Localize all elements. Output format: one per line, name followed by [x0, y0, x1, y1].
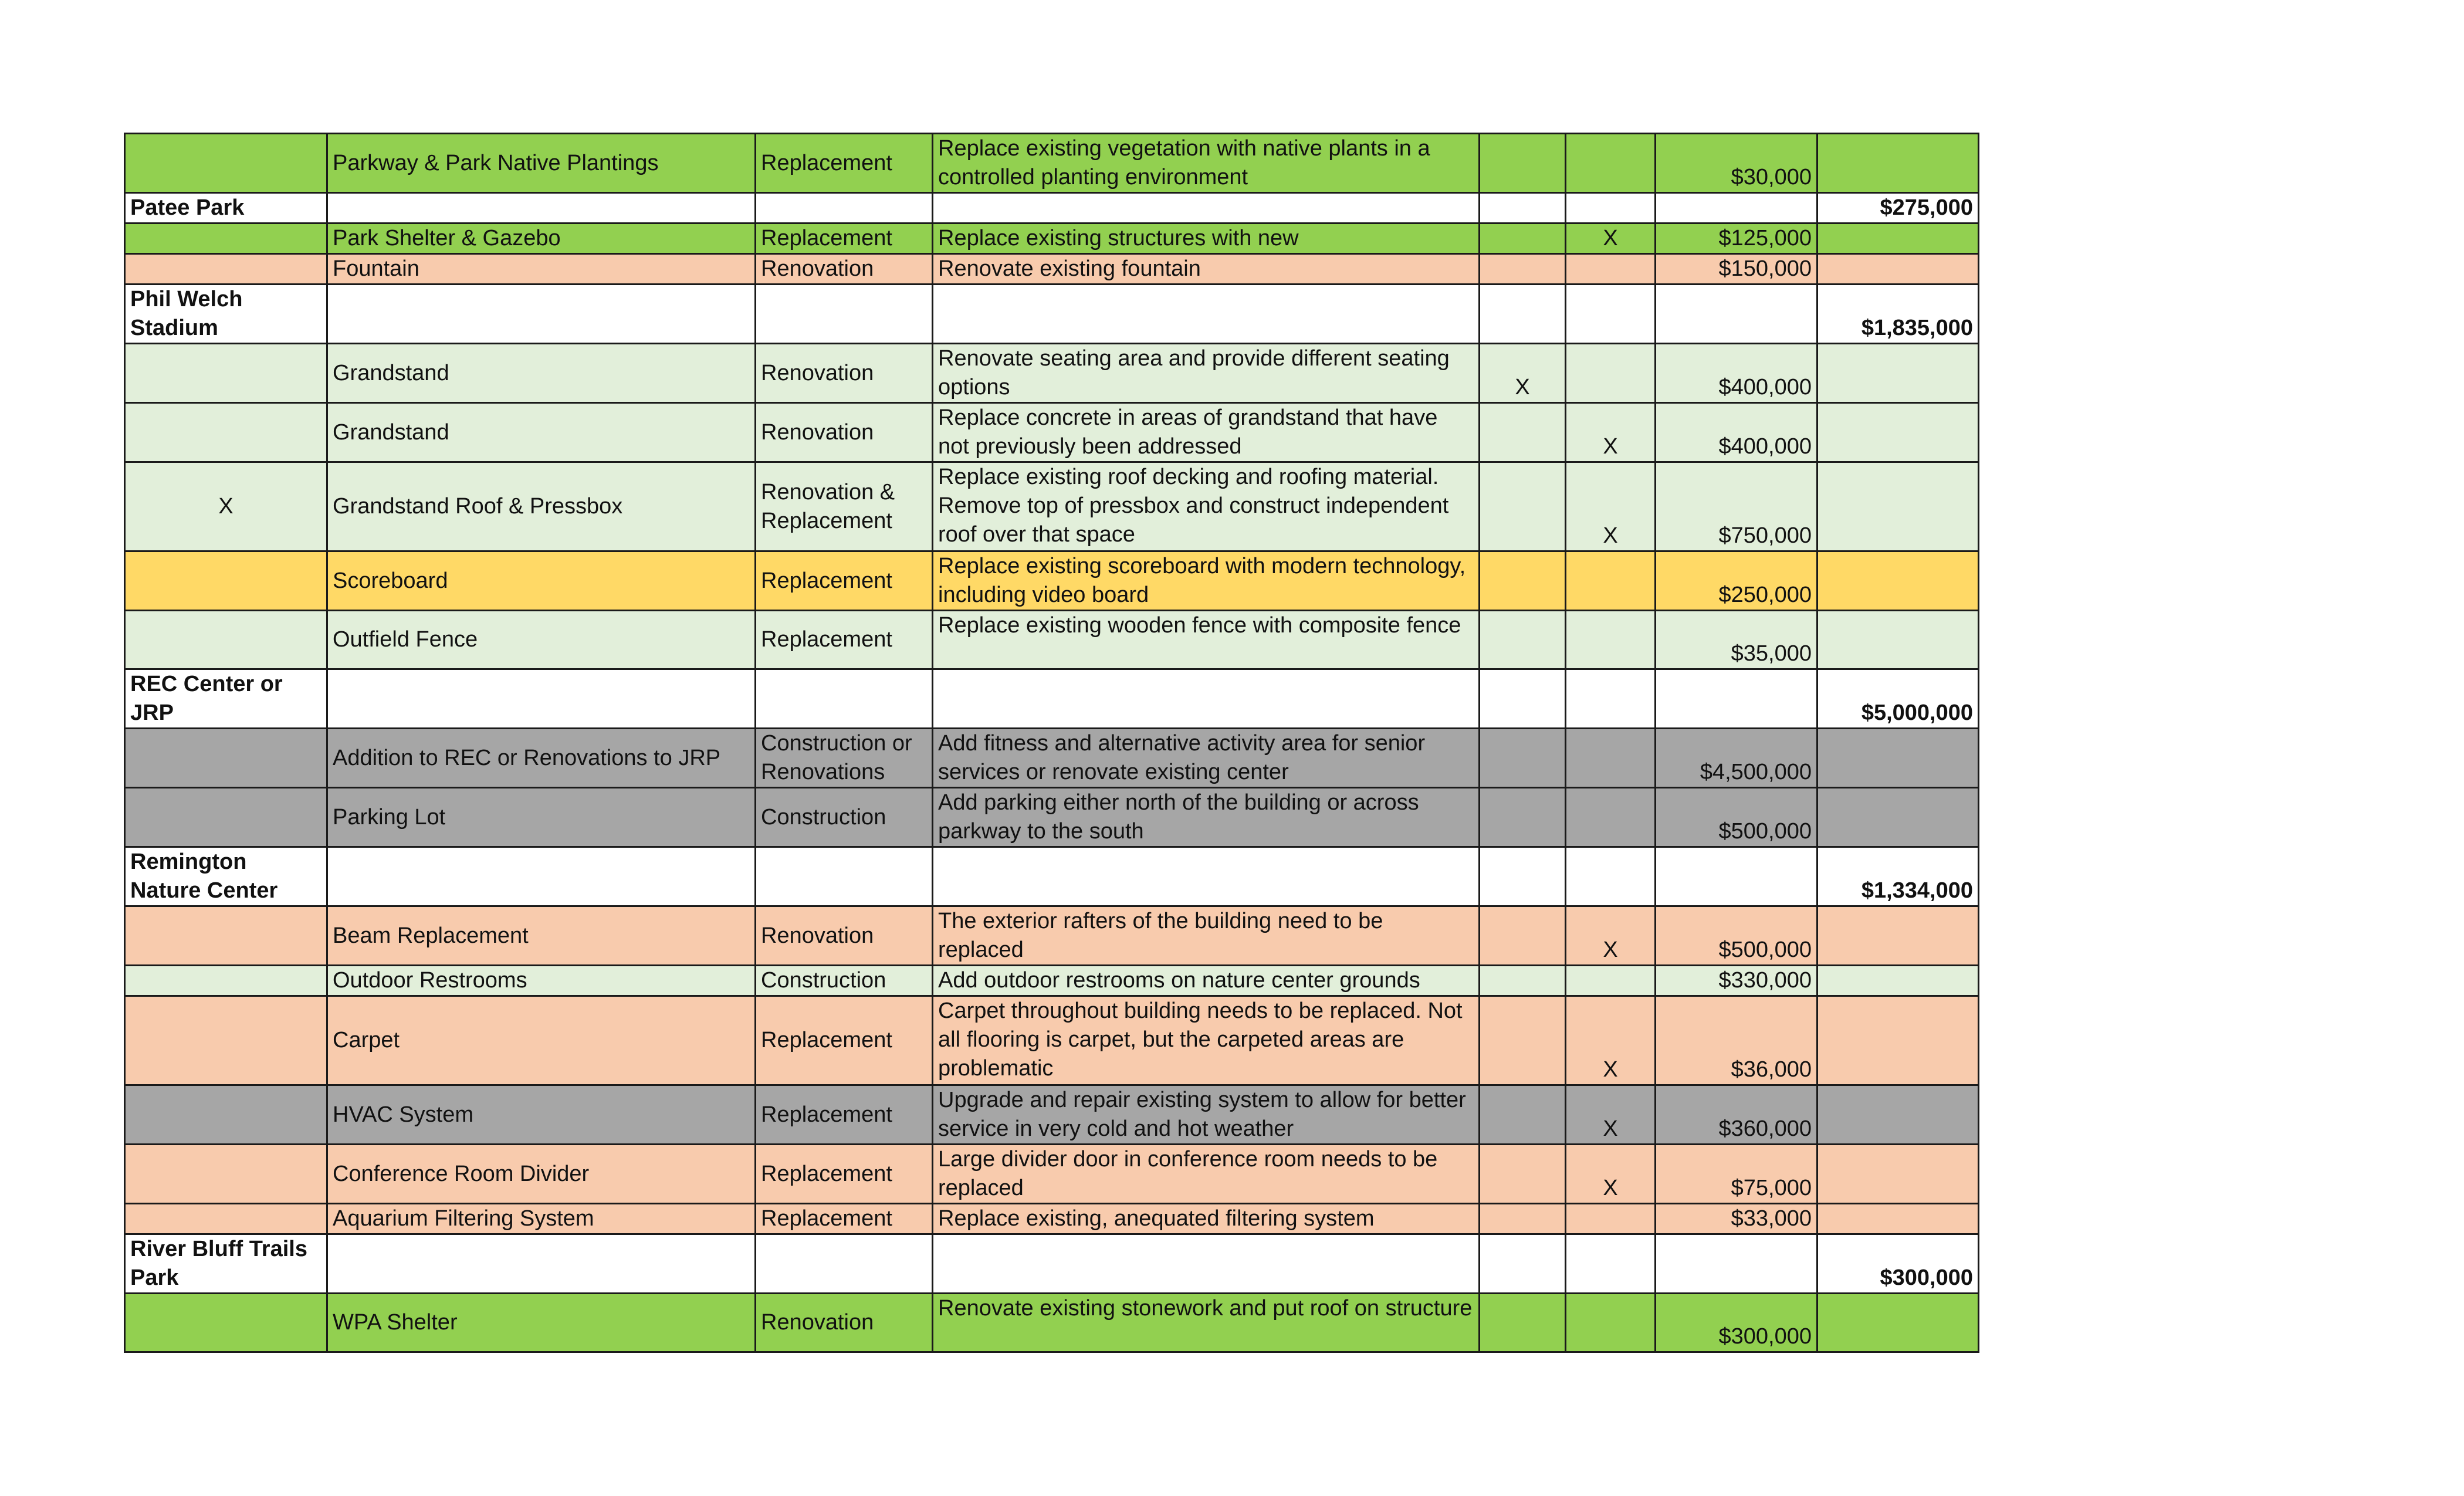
empty-cell	[1480, 193, 1566, 224]
priority-mark-1	[1480, 403, 1566, 462]
empty-cell	[327, 1234, 756, 1294]
project-description: Upgrade and repair existing system to allow for better service in very cold and hot weather	[933, 1085, 1480, 1145]
project-description: Renovate seating area and provide different seating options	[933, 344, 1480, 403]
project-description: Replace existing scoreboard with modern technology, including video board	[933, 551, 1480, 611]
project-name: Outfield Fence	[327, 611, 756, 669]
priority-mark-1	[1480, 224, 1566, 254]
park-name: Patee Park	[125, 193, 327, 224]
project-description: Carpet throughout building needs to be replaced. Not all flooring is carpet, but the carpeted areas are problematic	[933, 996, 1480, 1085]
empty-cell	[1566, 193, 1656, 224]
priority-mark-1	[1480, 134, 1566, 193]
empty-cell	[1817, 403, 1979, 462]
priority-mark-1	[1480, 788, 1566, 847]
empty-cell	[1817, 1204, 1979, 1234]
priority-mark-1	[1480, 906, 1566, 966]
priority-mark-2	[1566, 788, 1656, 847]
priority-mark-1	[1480, 254, 1566, 285]
project-description: Add parking either north of the building or across parkway to the south	[933, 788, 1480, 847]
park-total: $275,000	[1817, 193, 1979, 224]
park-total: $300,000	[1817, 1234, 1979, 1294]
project-name: Aquarium Filtering System	[327, 1204, 756, 1234]
project-action: Renovation	[756, 906, 933, 966]
project-action: Renovation & Replacement	[756, 462, 933, 551]
project-name: Carpet	[327, 996, 756, 1085]
empty-cell	[933, 669, 1480, 729]
empty-cell	[1480, 847, 1566, 906]
project-action: Replacement	[756, 551, 933, 611]
project-name: Park Shelter & Gazebo	[327, 224, 756, 254]
project-description: The exterior rafters of the building need to be replaced	[933, 906, 1480, 966]
empty-cell	[1817, 611, 1979, 669]
lead-mark	[125, 134, 327, 193]
project-cost: $33,000	[1656, 1204, 1817, 1234]
priority-mark-2: X	[1566, 224, 1656, 254]
project-name: Beam Replacement	[327, 906, 756, 966]
project-cost: $360,000	[1656, 1085, 1817, 1145]
priority-mark-2	[1566, 254, 1656, 285]
priority-mark-1	[1480, 551, 1566, 611]
park-header-row	[125, 193, 1979, 224]
lead-mark: X	[125, 462, 327, 551]
empty-cell	[1656, 847, 1817, 906]
lead-mark	[125, 729, 327, 788]
project-row	[125, 134, 1979, 193]
lead-mark	[125, 551, 327, 611]
park-header-row	[125, 847, 1979, 906]
empty-cell	[327, 847, 756, 906]
project-cost: $4,500,000	[1656, 729, 1817, 788]
project-action: Replacement	[756, 224, 933, 254]
empty-cell	[1566, 285, 1656, 344]
priority-mark-2	[1566, 729, 1656, 788]
lead-mark	[125, 403, 327, 462]
lead-mark	[125, 254, 327, 285]
empty-cell	[1817, 996, 1979, 1085]
lead-mark	[125, 1085, 327, 1145]
capital-projects-table	[124, 133, 1979, 1353]
project-cost: $750,000	[1656, 462, 1817, 551]
project-action: Construction	[756, 966, 933, 996]
priority-mark-2	[1566, 134, 1656, 193]
lead-mark	[125, 344, 327, 403]
priority-mark-1	[1480, 1145, 1566, 1204]
project-row	[125, 906, 1979, 966]
project-name: Addition to REC or Renovations to JRP	[327, 729, 756, 788]
project-description: Replace concrete in areas of grandstand that have not previously been addressed	[933, 403, 1480, 462]
project-row	[125, 729, 1979, 788]
project-description: Replace existing, anequated filtering system	[933, 1204, 1480, 1234]
project-action: Renovation	[756, 1294, 933, 1352]
empty-cell	[933, 193, 1480, 224]
project-name: Outdoor Restrooms	[327, 966, 756, 996]
priority-mark-1	[1480, 611, 1566, 669]
project-cost: $250,000	[1656, 551, 1817, 611]
project-cost: $30,000	[1656, 134, 1817, 193]
empty-cell	[1817, 462, 1979, 551]
empty-cell	[1566, 669, 1656, 729]
project-row	[125, 344, 1979, 403]
project-action: Replacement	[756, 134, 933, 193]
project-row	[125, 551, 1979, 611]
empty-cell	[756, 669, 933, 729]
empty-cell	[756, 285, 933, 344]
project-description: Add fitness and alternative activity area for senior services or renovate existing center	[933, 729, 1480, 788]
empty-cell	[756, 193, 933, 224]
priority-mark-2	[1566, 344, 1656, 403]
priority-mark-1	[1480, 996, 1566, 1085]
empty-cell	[1656, 285, 1817, 344]
project-cost: $500,000	[1656, 788, 1817, 847]
park-header-row	[125, 285, 1979, 344]
project-name: Grandstand Roof & Pressbox	[327, 462, 756, 551]
project-name: Conference Room Divider	[327, 1145, 756, 1204]
empty-cell	[933, 847, 1480, 906]
project-row	[125, 1294, 1979, 1352]
project-action: Replacement	[756, 1145, 933, 1204]
empty-cell	[327, 193, 756, 224]
project-cost: $75,000	[1656, 1145, 1817, 1204]
project-name: Fountain	[327, 254, 756, 285]
priority-mark-2: X	[1566, 462, 1656, 551]
project-cost: $36,000	[1656, 996, 1817, 1085]
priority-mark-2: X	[1566, 996, 1656, 1085]
lead-mark	[125, 224, 327, 254]
project-action: Replacement	[756, 996, 933, 1085]
empty-cell	[1566, 1234, 1656, 1294]
park-name: REC Center or JRP	[125, 669, 327, 729]
empty-cell	[756, 1234, 933, 1294]
project-description: Add outdoor restrooms on nature center grounds	[933, 966, 1480, 996]
empty-cell	[327, 285, 756, 344]
project-action: Replacement	[756, 611, 933, 669]
empty-cell	[1817, 729, 1979, 788]
project-row	[125, 788, 1979, 847]
lead-mark	[125, 1294, 327, 1352]
project-row	[125, 403, 1979, 462]
empty-cell	[1656, 669, 1817, 729]
priority-mark-2	[1566, 611, 1656, 669]
priority-mark-2	[1566, 1294, 1656, 1352]
empty-cell	[1817, 906, 1979, 966]
empty-cell	[933, 1234, 1480, 1294]
priority-mark-2	[1566, 1204, 1656, 1234]
priority-mark-1: X	[1480, 344, 1566, 403]
empty-cell	[1817, 134, 1979, 193]
priority-mark-1	[1480, 1294, 1566, 1352]
project-row	[125, 1204, 1979, 1234]
project-action: Renovation	[756, 254, 933, 285]
empty-cell	[1817, 1085, 1979, 1145]
park-name: Remington Nature Center	[125, 847, 327, 906]
project-action: Replacement	[756, 1204, 933, 1234]
park-total: $1,835,000	[1817, 285, 1979, 344]
park-total: $1,334,000	[1817, 847, 1979, 906]
project-name: Scoreboard	[327, 551, 756, 611]
priority-mark-1	[1480, 966, 1566, 996]
priority-mark-2: X	[1566, 403, 1656, 462]
priority-mark-2	[1566, 551, 1656, 611]
project-row	[125, 611, 1979, 669]
empty-cell	[1817, 224, 1979, 254]
project-row	[125, 254, 1979, 285]
lead-mark	[125, 1145, 327, 1204]
table-body	[125, 134, 1979, 1352]
empty-cell	[1656, 1234, 1817, 1294]
project-cost: $150,000	[1656, 254, 1817, 285]
project-cost: $125,000	[1656, 224, 1817, 254]
lead-mark	[125, 906, 327, 966]
empty-cell	[1566, 847, 1656, 906]
project-action: Renovation	[756, 403, 933, 462]
project-row	[125, 996, 1979, 1085]
priority-mark-2: X	[1566, 1085, 1656, 1145]
project-row	[125, 462, 1979, 551]
project-cost: $400,000	[1656, 403, 1817, 462]
project-action: Replacement	[756, 1085, 933, 1145]
lead-mark	[125, 996, 327, 1085]
project-name: WPA Shelter	[327, 1294, 756, 1352]
empty-cell	[1817, 254, 1979, 285]
lead-mark	[125, 1204, 327, 1234]
empty-cell	[1656, 193, 1817, 224]
empty-cell	[1817, 344, 1979, 403]
project-description: Renovate existing stonework and put roof on structure	[933, 1294, 1480, 1352]
priority-mark-1	[1480, 1085, 1566, 1145]
project-description: Replace existing vegetation with native plants in a controlled planting environment	[933, 134, 1480, 193]
project-row	[125, 224, 1979, 254]
park-name: Phil Welch Stadium	[125, 285, 327, 344]
project-action: Renovation	[756, 344, 933, 403]
empty-cell	[1480, 669, 1566, 729]
priority-mark-2: X	[1566, 906, 1656, 966]
project-row	[125, 1145, 1979, 1204]
project-name: Grandstand	[327, 344, 756, 403]
empty-cell	[1817, 966, 1979, 996]
priority-mark-1	[1480, 462, 1566, 551]
project-description: Replace existing roof decking and roofing material. Remove top of pressbox and construct independent roof over that space	[933, 462, 1480, 551]
empty-cell	[1817, 1294, 1979, 1352]
lead-mark	[125, 966, 327, 996]
project-name: Grandstand	[327, 403, 756, 462]
empty-cell	[1480, 1234, 1566, 1294]
empty-cell	[933, 285, 1480, 344]
project-description: Renovate existing fountain	[933, 254, 1480, 285]
project-name: HVAC System	[327, 1085, 756, 1145]
project-cost: $400,000	[1656, 344, 1817, 403]
project-name: Parking Lot	[327, 788, 756, 847]
lead-mark	[125, 611, 327, 669]
park-total: $5,000,000	[1817, 669, 1979, 729]
project-description: Large divider door in conference room needs to be replaced	[933, 1145, 1480, 1204]
project-row	[125, 1085, 1979, 1145]
project-cost: $300,000	[1656, 1294, 1817, 1352]
priority-mark-2: X	[1566, 1145, 1656, 1204]
project-action: Construction	[756, 788, 933, 847]
project-cost: $35,000	[1656, 611, 1817, 669]
priority-mark-2	[1566, 966, 1656, 996]
priority-mark-1	[1480, 1204, 1566, 1234]
project-description: Replace existing wooden fence with composite fence	[933, 611, 1480, 669]
park-header-row	[125, 1234, 1979, 1294]
priority-mark-1	[1480, 729, 1566, 788]
empty-cell	[756, 847, 933, 906]
park-header-row	[125, 669, 1979, 729]
project-row	[125, 966, 1979, 996]
lead-mark	[125, 788, 327, 847]
empty-cell	[1817, 1145, 1979, 1204]
project-action: Construction or Renovations	[756, 729, 933, 788]
project-cost: $500,000	[1656, 906, 1817, 966]
park-name: River Bluff Trails Park	[125, 1234, 327, 1294]
project-cost: $330,000	[1656, 966, 1817, 996]
empty-cell	[1480, 285, 1566, 344]
empty-cell	[327, 669, 756, 729]
empty-cell	[1817, 551, 1979, 611]
project-description: Replace existing structures with new	[933, 224, 1480, 254]
project-name: Parkway & Park Native Plantings	[327, 134, 756, 193]
empty-cell	[1817, 788, 1979, 847]
